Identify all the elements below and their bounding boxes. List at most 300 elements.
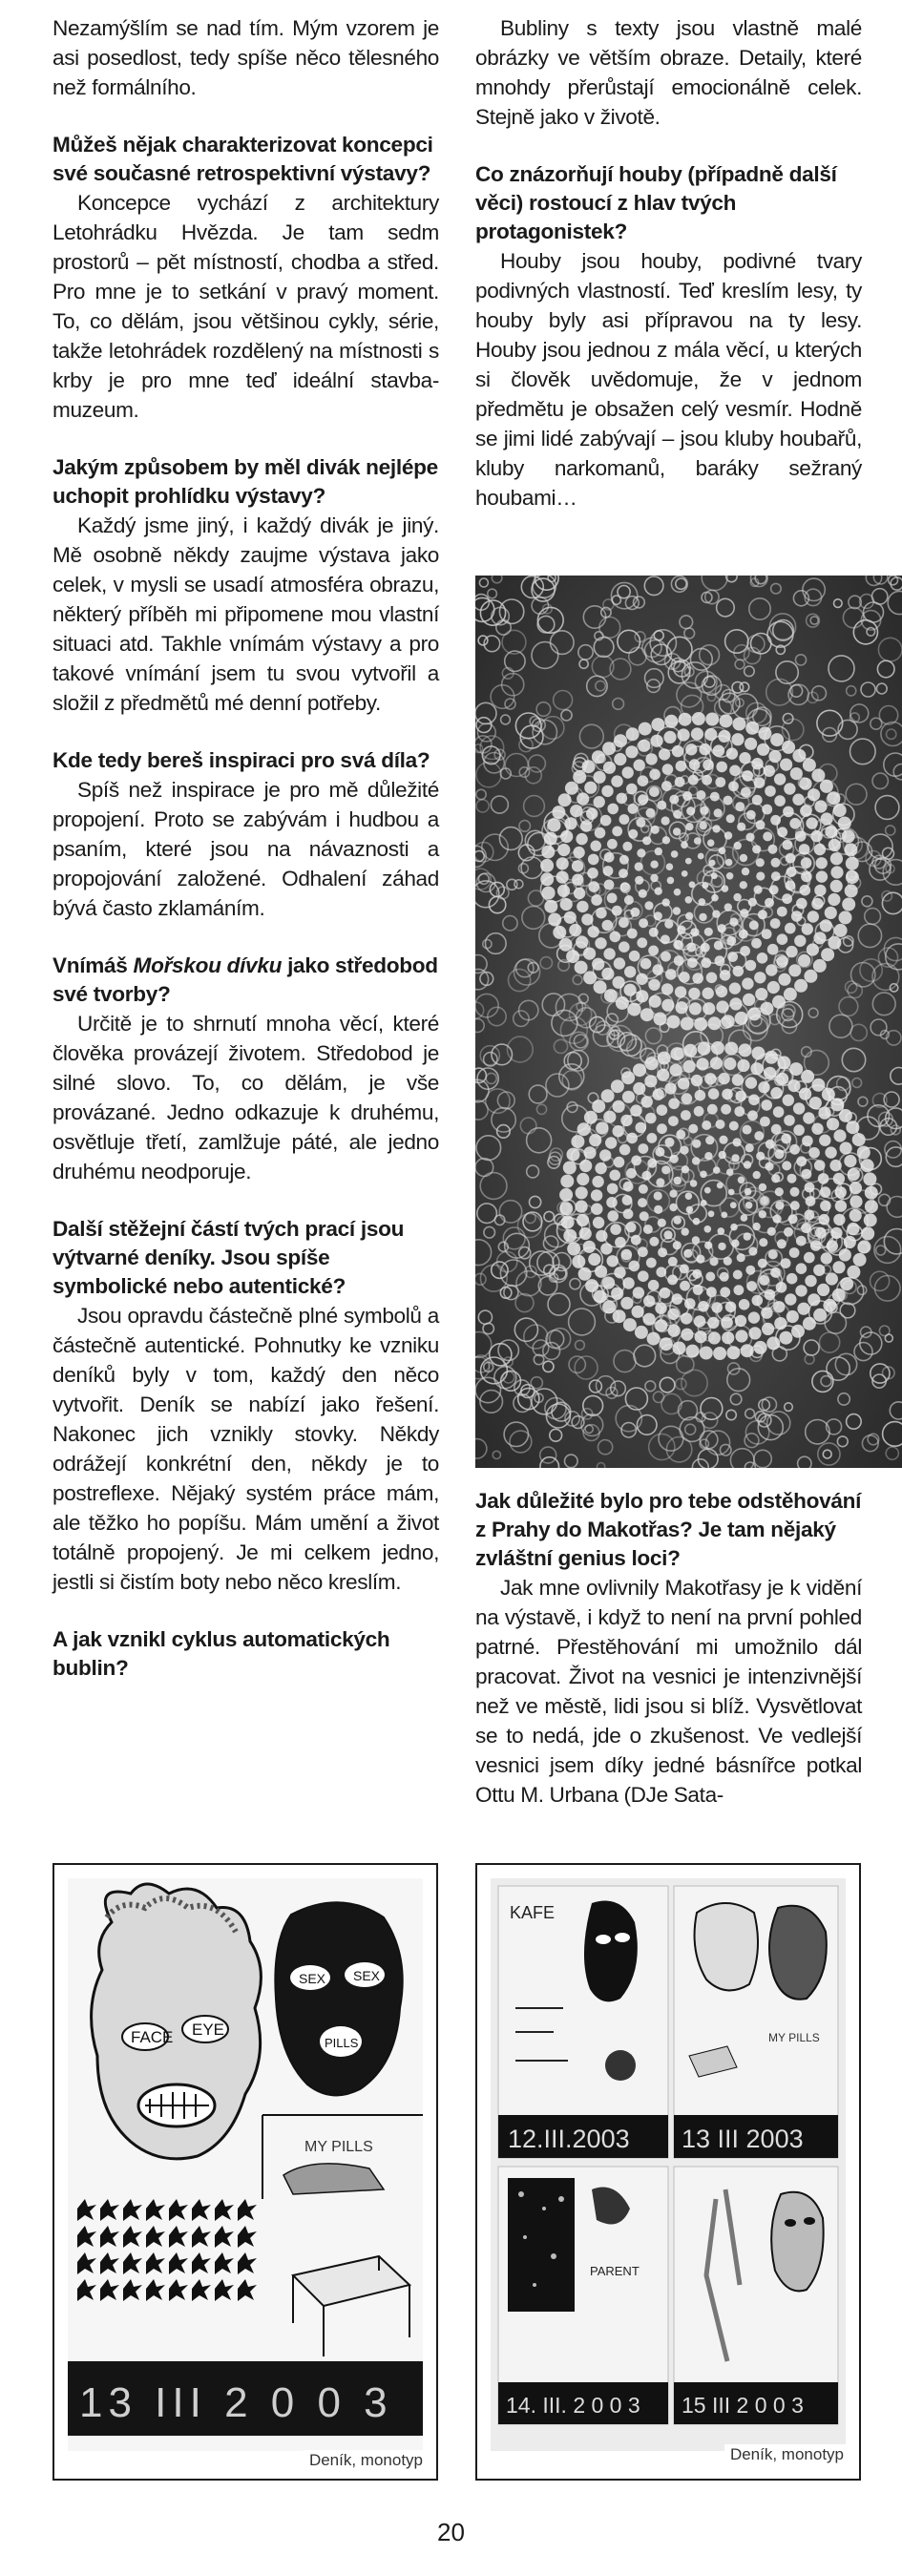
ring-cell (829, 839, 841, 851)
panel4-date: 15 III 2 0 0 3 (682, 2393, 804, 2418)
ring-cell (699, 913, 706, 921)
ring-cell (745, 1077, 757, 1088)
ring-cell (663, 731, 676, 743)
ring-cell (610, 1224, 621, 1235)
ring-cell (703, 988, 714, 999)
ring-cell (544, 832, 557, 846)
ring-cell (726, 747, 738, 759)
ring-cell (563, 1162, 577, 1175)
ring-cell (685, 896, 693, 904)
ring-cell (745, 722, 759, 735)
ring-cell (832, 1261, 845, 1273)
ring-cell (754, 886, 763, 894)
ring-cell (583, 1241, 596, 1253)
ring-cell (773, 1301, 785, 1312)
ring-cell (864, 1213, 877, 1226)
ring-cell (599, 1149, 611, 1161)
ring-cell (552, 806, 565, 819)
ring-cell (683, 1249, 692, 1258)
ring-cell (816, 857, 828, 869)
ring-cell (729, 997, 742, 1010)
question-visitor: Jakým způsobem by měl divák nejlépe uchopit prohlídku výstavy? (52, 455, 438, 508)
ring-cell (682, 870, 688, 877)
ring-cell (628, 829, 638, 839)
ring-cell (767, 1227, 776, 1236)
ring-cell (770, 1267, 781, 1278)
ring-cell (768, 1249, 778, 1259)
ring-cell (594, 771, 606, 784)
ring-cell (617, 793, 628, 805)
ring-cell (588, 881, 599, 892)
ring-cell (643, 1295, 655, 1307)
ring-cell (706, 973, 718, 984)
ring-cell (686, 806, 695, 815)
ring-cell (722, 1089, 733, 1100)
ring-cell (661, 952, 671, 962)
ring-cell (631, 1235, 641, 1246)
ring-cell (655, 1319, 667, 1331)
ring-cell (649, 995, 661, 1008)
ring-cell (724, 1042, 738, 1056)
ring-cell (626, 727, 640, 741)
ring-cell (619, 917, 629, 928)
ring-cell (674, 1177, 682, 1184)
ring-cell (845, 884, 858, 897)
ring-cell (830, 852, 843, 865)
ring-cell (840, 1141, 852, 1154)
ring-cell (588, 1253, 600, 1266)
ring-cell (638, 775, 649, 786)
right-column-bottom (475, 1487, 862, 1810)
ring-cell (541, 846, 555, 859)
ring-cell (544, 900, 557, 913)
ring-cell (563, 1229, 577, 1243)
ring-cell (797, 1303, 809, 1315)
ring-cell (721, 1104, 731, 1115)
ring-cell (788, 964, 801, 976)
ring-cell (733, 1138, 742, 1146)
ring-cell (857, 1146, 871, 1160)
ring-cell (633, 1063, 646, 1077)
ring-cell (739, 1299, 750, 1310)
ring-cell (803, 759, 816, 772)
ring-cell (624, 966, 636, 977)
ring-cell (633, 1287, 644, 1298)
ring-cell (740, 854, 747, 862)
ring-cell (578, 1267, 592, 1281)
ring-cell (647, 1133, 658, 1143)
ring-cell (602, 1277, 615, 1289)
question-retrospective: Můžeš nějak charakterizovat koncepci své současné retrospektivní výstavy? (52, 133, 433, 185)
ring-cell (850, 1195, 862, 1207)
ring-cell (645, 753, 657, 764)
ring-cell (557, 844, 570, 856)
ring-cell (719, 848, 726, 855)
ring-cell (847, 1223, 859, 1235)
ring-cell (756, 820, 766, 829)
panel2-pills: MY PILLS (768, 2031, 820, 2044)
ring-cell (741, 787, 751, 798)
ring-cell (621, 1071, 635, 1084)
ring-cell (709, 1257, 718, 1266)
ring-cell (651, 718, 664, 731)
ring-cell (596, 908, 607, 919)
ring-cell (684, 1298, 696, 1309)
ring-cell (638, 1246, 648, 1257)
ring-cell (590, 841, 601, 852)
ring-cell (764, 1067, 776, 1079)
ring-cell (758, 910, 767, 919)
mask-text-face: FACE (131, 2028, 174, 2046)
ring-cell (825, 826, 837, 838)
ring-cell (793, 1124, 805, 1136)
ring-cell (591, 1189, 602, 1201)
ring-cell (759, 1275, 769, 1286)
ring-cell (792, 794, 804, 806)
ring-cell (690, 928, 699, 936)
ring-cell (611, 1288, 623, 1300)
ring-cell (704, 1242, 712, 1249)
ring-cell (765, 898, 774, 908)
ring-cell (811, 1079, 825, 1092)
ring-cell (604, 852, 615, 863)
ring-cell (752, 1223, 760, 1230)
ring-cell (701, 1200, 707, 1206)
ring-cell (560, 1175, 574, 1188)
ring-cell (662, 836, 670, 844)
ring-cell (620, 882, 630, 891)
ring-cell (654, 1013, 667, 1026)
question-mermaid (52, 952, 439, 1009)
ring-cell (714, 808, 723, 817)
ring-cell (645, 1113, 657, 1124)
ring-cell (694, 837, 702, 845)
ring-cell (815, 1227, 827, 1239)
ring-cell (801, 1223, 811, 1233)
ring-cell (611, 775, 622, 786)
ring-cell (580, 820, 592, 831)
ring-cell (651, 826, 660, 834)
ring-cell (730, 1202, 737, 1208)
ring-cell (771, 1174, 780, 1183)
ring-cell (722, 1317, 733, 1329)
date-stamp: 13 III 2 0 0 3 (79, 2379, 393, 2426)
ring-cell (560, 830, 573, 843)
ring-cell (607, 804, 619, 815)
ring-cell (603, 762, 616, 774)
ring-cell (559, 1202, 573, 1215)
ring-cell (768, 845, 778, 854)
ring-cell (668, 1325, 681, 1337)
ring-cell (644, 1075, 657, 1087)
ring-cell (581, 913, 593, 925)
ring-cell (676, 1001, 688, 1014)
ring-cell (655, 888, 662, 895)
ring-cell (844, 1236, 856, 1248)
ring-cell (754, 1131, 764, 1141)
ring-cell (775, 1187, 784, 1196)
ring-cell (588, 854, 599, 866)
ring-cell (664, 920, 673, 929)
ring-cell (801, 857, 812, 869)
ring-cell (858, 1240, 871, 1253)
ring-cell (679, 713, 692, 726)
ring-cell (805, 1183, 815, 1193)
ring-cell (753, 1171, 761, 1179)
ring-cell (739, 1043, 752, 1057)
ring-cell (584, 782, 597, 794)
ring-cell (619, 814, 630, 825)
ring-cell (603, 948, 615, 959)
ring-cell (751, 758, 763, 769)
ring-cell (803, 1112, 814, 1123)
question-mushrooms: Co znázorňují houby (případně další věci) rostoucí z hlav tvých protagonistek? (475, 162, 837, 243)
ring-cell (695, 1090, 706, 1101)
ring-cell (739, 930, 748, 939)
ring-cell (777, 1056, 790, 1069)
ring-cell (745, 833, 754, 842)
ring-cell (614, 734, 627, 747)
ring-cell (863, 1172, 876, 1185)
ring-cell (717, 1183, 724, 1189)
ring-cell (716, 1000, 728, 1013)
ring-cell (827, 1118, 839, 1130)
ring-cell (813, 1309, 827, 1322)
ring-cell (639, 890, 647, 898)
ring-cell (744, 1232, 751, 1240)
ring-cell (703, 1002, 715, 1015)
ring-cell (776, 1282, 787, 1293)
ring-cell (745, 1188, 752, 1196)
ring-cell (771, 1124, 782, 1135)
ring-cell (806, 1196, 816, 1206)
ring-cell (654, 1191, 662, 1200)
ring-cell (605, 1137, 617, 1148)
ring-cell (729, 1121, 739, 1131)
ring-cell (548, 913, 561, 927)
ring-cell (658, 1052, 671, 1065)
ring-cell (786, 946, 797, 957)
ring-cell (735, 1012, 748, 1025)
ring-cell (613, 1100, 625, 1113)
ring-cell (844, 1155, 856, 1167)
ring-cell (579, 1160, 592, 1172)
question-inspiration: Kde tedy bereš inspiraci pro svá díla? (52, 748, 430, 772)
ring-cell (703, 760, 714, 771)
ring-cell (810, 830, 822, 842)
ring-cell (779, 1331, 792, 1345)
ring-cell (615, 1237, 626, 1248)
ring-cell (658, 1219, 666, 1227)
ring-cell (766, 1336, 780, 1350)
ring-cell (592, 958, 604, 971)
ring-cell (556, 857, 569, 869)
ring-cell (683, 1044, 697, 1058)
ring-cell (716, 762, 727, 773)
ring-cell (762, 929, 772, 939)
ring-cell (834, 924, 848, 937)
ring-cell (643, 1313, 656, 1326)
ring-cell (559, 1188, 573, 1202)
answer-bubbles: Bubliny s texty jsou vlastně malé obrázky ve větším obraze. Detaily, které mnohdy přerůstají emocionálně celek. Stejně jako v životě. (475, 16, 862, 129)
ring-cell (700, 806, 708, 815)
ring-cell (680, 1281, 690, 1291)
ring-cell (596, 1230, 607, 1242)
ring-cell (602, 742, 616, 755)
ring-cell (638, 794, 648, 805)
ring-cell (704, 928, 713, 936)
panel1-date: 12.III.2003 (508, 2125, 630, 2153)
answer-inspiration: Spíš než inspirace je pro mě důležité propojení. Proto se zabývám i hudbou a psaním, které jsou na návaznosti a propojování založené. Odhalení záhad bývá často zklamáním. (52, 778, 439, 920)
ring-cell (791, 1325, 805, 1338)
ring-cell (728, 781, 739, 791)
ring-cell (733, 1270, 743, 1280)
ring-cell (806, 817, 817, 828)
ring-cell (596, 1121, 608, 1134)
ring-cell (702, 883, 708, 890)
ring-cell (839, 1248, 851, 1261)
ring-cell (591, 894, 602, 906)
ring-cell (607, 893, 618, 904)
ring-cell (833, 1129, 846, 1141)
ring-cell (814, 844, 826, 855)
ring-cell (724, 1257, 732, 1266)
ring-cell (729, 917, 738, 926)
ring-cell (861, 1227, 874, 1241)
ring-cell (749, 920, 759, 930)
ring-cell (573, 770, 586, 784)
ring-cell (829, 1160, 841, 1171)
ring-cell (714, 941, 724, 951)
ring-cell (798, 954, 810, 967)
ring-cell (682, 1060, 695, 1073)
artwork-cellular-circles (475, 576, 902, 1468)
ring-cell (787, 867, 797, 877)
ring-cell (752, 795, 763, 806)
ring-cell (595, 1162, 606, 1174)
ring-cell (674, 1217, 682, 1225)
ring-cell (588, 926, 599, 937)
ring-cell (622, 1195, 633, 1205)
ring-cell (673, 827, 681, 835)
ring-cell (614, 753, 626, 765)
ring-cell (790, 767, 803, 780)
ring-cell (784, 988, 797, 1001)
ring-cell (682, 1165, 689, 1173)
ring-cell (765, 1289, 776, 1301)
ring-cell (664, 1082, 676, 1094)
ring-cell (756, 871, 765, 880)
ring-cell (799, 1088, 811, 1100)
ring-cell (639, 723, 652, 736)
ring-cell (564, 911, 577, 924)
ring-cell (720, 1287, 730, 1297)
ring-cell (629, 1261, 640, 1272)
ring-cell (754, 1341, 767, 1354)
ring-cell (802, 923, 813, 934)
ring-cell (811, 1123, 823, 1135)
ring-cell (622, 1277, 634, 1288)
ring-cell (775, 1149, 785, 1159)
ring-cell (761, 1100, 772, 1111)
ring-cell (643, 1225, 653, 1234)
ring-cell (758, 726, 771, 740)
ring-cell (800, 806, 811, 817)
ring-cell (569, 924, 581, 936)
ring-cell (707, 1104, 718, 1115)
ring-cell (838, 817, 851, 830)
ring-cell (613, 1125, 624, 1137)
ring-cell (673, 907, 681, 914)
ring-cell (640, 1008, 654, 1021)
ring-cell (776, 1073, 788, 1085)
ring-cell (682, 791, 692, 801)
ring-cell (727, 952, 738, 962)
ring-cell (628, 804, 639, 814)
face-text-sex-right: SEX (353, 1968, 381, 1983)
ring-cell (577, 1214, 589, 1226)
ring-cell (790, 1187, 800, 1197)
ring-cell (649, 786, 660, 797)
question-mermaid-title: Mořskou dívku (133, 953, 283, 977)
figure-right-caption: Deník, monotyp (724, 2444, 850, 2465)
ring-cell (772, 995, 786, 1009)
ring-cell (576, 833, 587, 845)
ring-cell (679, 972, 690, 983)
ring-cell (658, 1247, 667, 1257)
ring-cell (711, 872, 718, 879)
ring-cell (575, 961, 588, 974)
ring-cell (696, 1255, 704, 1264)
ring-cell (839, 911, 852, 924)
ring-cell (785, 1293, 796, 1305)
ring-cell (645, 1057, 659, 1070)
ring-cell (787, 1273, 798, 1285)
ring-cell (737, 823, 745, 831)
ring-cell (558, 793, 572, 806)
ring-cell (780, 759, 792, 771)
ring-cell (784, 1227, 793, 1237)
ring-cell (762, 1323, 774, 1335)
ring-cell (823, 1299, 836, 1312)
right-column-top (475, 13, 862, 513)
panel1-kafe: KAFE (510, 1903, 556, 1922)
ring-cell (708, 1210, 715, 1217)
ring-cell (657, 1104, 668, 1116)
ring-cell (649, 1237, 659, 1246)
ring-cell (795, 1285, 807, 1296)
ring-cell (787, 1079, 800, 1092)
ring-cell (692, 1269, 702, 1279)
ring-cell (661, 781, 672, 791)
ring-cell (846, 870, 859, 884)
ring-cell (662, 764, 674, 775)
ring-cell (853, 1253, 867, 1267)
pills-label: MY PILLS (304, 2139, 373, 2155)
ring-cell (669, 1190, 677, 1198)
ring-cell (633, 1082, 645, 1095)
ring-cell (842, 898, 855, 911)
ring-cell (803, 1317, 816, 1330)
ring-cell (789, 1144, 800, 1155)
ring-cell (685, 823, 693, 830)
ring-cell (586, 807, 598, 819)
ring-cell (760, 1117, 770, 1127)
ring-cell (731, 1240, 739, 1247)
ring-cell (789, 1062, 803, 1076)
ring-cell (582, 760, 596, 773)
ring-cell (576, 1186, 588, 1199)
